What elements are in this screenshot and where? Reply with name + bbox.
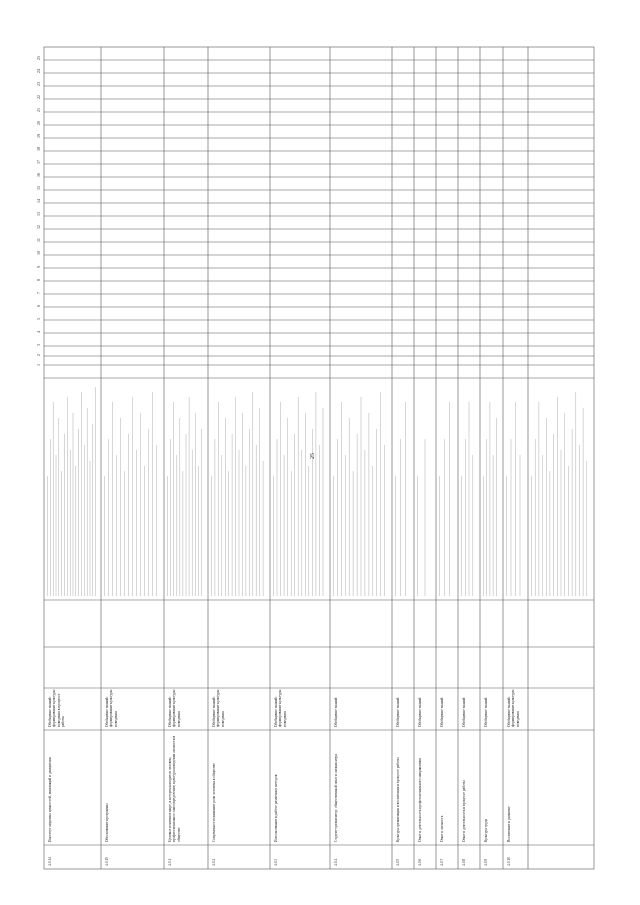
column-header: 22 — [36, 95, 41, 99]
row-code: 4.0.15 — [105, 857, 109, 866]
column-header: 19 — [36, 134, 41, 138]
column-header: 9 — [36, 266, 41, 268]
row-code: 4.0.9 — [484, 858, 488, 866]
row-method: Обобщение знаний: формирование культуры поведения — [507, 689, 520, 727]
row-method: Обобщение знаний: формирование культуры поведения — [274, 689, 287, 727]
column-header: 24 — [36, 69, 41, 73]
row-topic: Обоснование программы — [105, 803, 109, 842]
row-code: 4.0.5 — [396, 858, 400, 866]
row-topic: Использование в работе различных методов — [274, 774, 278, 842]
row-topic: Целевые понятия в мире, в котором находится человек; профессиональное самоопределение; культура поведения личности в обществе — [168, 735, 181, 842]
row-topic: Культура организации и воспитания в процессе работы — [396, 757, 400, 842]
row-code: 4.0.1 — [168, 858, 172, 866]
column-header: 8 — [36, 279, 41, 281]
column-header: 21 — [36, 108, 41, 112]
column-header: 6 — [36, 305, 41, 307]
column-header: 15 — [36, 186, 41, 190]
column-header: 4 — [36, 331, 41, 333]
column-header: 2 — [36, 354, 41, 356]
column-header: 23 — [36, 82, 41, 86]
row-topic: Воспитание и развитие — [507, 806, 511, 842]
column-header: 14 — [36, 199, 41, 203]
row-method: Обобщение знаний: формирование культуры поведения — [168, 689, 181, 727]
row-code: 4.0.3 — [274, 858, 278, 866]
row-method: Обобщение знаний: формирование культуры поведения — [105, 689, 118, 727]
row-topic: Культура труда — [484, 818, 488, 842]
row-method: Обобщение знаний — [440, 697, 444, 727]
row-method: Обобщение знаний — [484, 697, 488, 727]
column-header: 3 — [36, 344, 41, 346]
row-topic: Современное понимание роли человека в обществе — [212, 763, 216, 842]
column-header: 20 — [36, 121, 41, 125]
column-header: 10 — [36, 251, 41, 255]
row-method: Обобщение знаний — [462, 697, 466, 727]
row-topic: Опыт и деятельность в процессе работы — [462, 780, 466, 842]
row-method: Обобщение знаний: формирование культуры поведения — [212, 689, 225, 727]
row-method: Обобщение знаний — [334, 697, 338, 727]
column-header: 11 — [36, 238, 41, 242]
column-header: 25 — [36, 56, 41, 60]
row-code: 4.0.8 — [462, 858, 466, 866]
column-header: 5 — [36, 318, 41, 320]
row-topic: Опыт и деятельность профессионального направления — [418, 758, 422, 842]
row-method: Обобщение знаний — [396, 697, 400, 727]
column-header: 16 — [36, 173, 41, 177]
row-code: 4.0.6 — [418, 858, 422, 866]
row-code: 4.0.2 — [212, 858, 216, 866]
row-code: 4.0.4 — [334, 858, 338, 866]
row-method: Обобщение знаний — [418, 697, 422, 727]
row-code: 4.0.10 — [507, 857, 511, 866]
page-number: 25 — [310, 453, 316, 459]
row-method: Обобщение знаний: формирование культуры поведения в процессе работы — [48, 689, 65, 727]
column-header: 12 — [36, 225, 41, 229]
column-header: 13 — [36, 212, 41, 216]
column-header: 1 — [36, 364, 41, 366]
row-topic: Студент-организатор: общественный опыт и личная мера — [334, 754, 338, 842]
row-code: 4.0.7 — [440, 858, 444, 866]
row-topic: Институт мировых ценностей, инноваций и дисциплин — [48, 757, 52, 842]
column-header: 7 — [36, 292, 41, 294]
row-code: 4.0.14 — [48, 857, 52, 866]
row-topic: Опыт и личность — [440, 815, 444, 842]
column-header: 17 — [36, 160, 41, 164]
column-header: 18 — [36, 147, 41, 151]
